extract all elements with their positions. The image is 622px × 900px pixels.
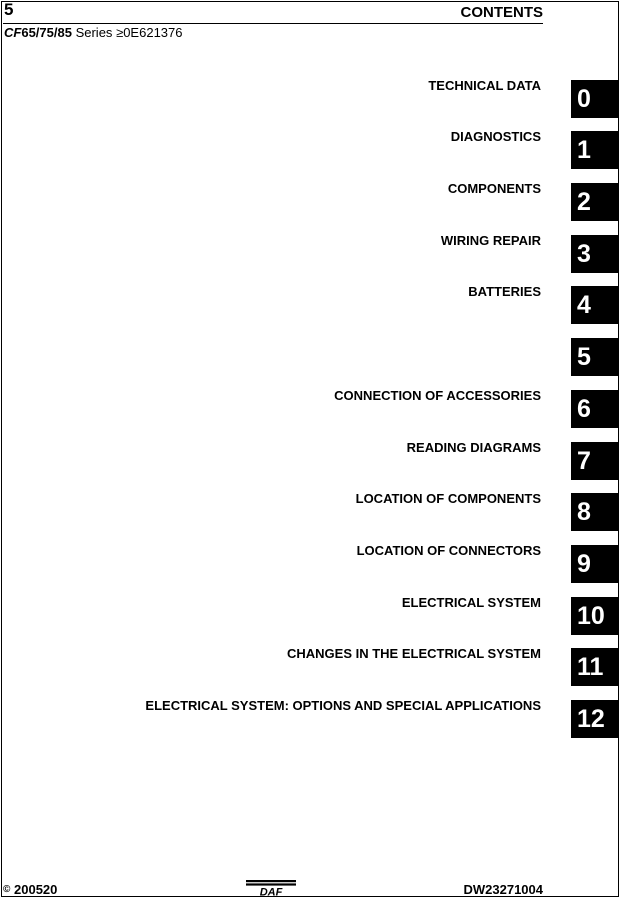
section-tab-2[interactable]: 2 [571,183,619,221]
toc-label-3[interactable]: WIRING REPAIR [440,233,541,248]
toc-label-4[interactable]: BATTERIES [468,284,541,299]
series-word: Series [75,25,113,40]
footer-date [3,882,57,897]
section-tab-4[interactable]: 4 [571,286,619,324]
section-tab-8[interactable]: 8 [571,493,619,531]
section-tab-0[interactable]: 0 [571,80,619,118]
series-prefix: CF [4,25,22,40]
document-number: DW23271004 [463,882,543,897]
toc-label-11[interactable]: CHANGES IN THE ELECTRICAL SYSTEM [286,646,541,661]
section-tab-12[interactable]: 12 [571,700,619,738]
toc-label-2[interactable]: COMPONENTS [447,181,541,196]
section-tab-5[interactable]: 5 [571,338,619,376]
series-symbol: ≥ [116,25,124,40]
toc-label-1[interactable]: DIAGNOSTICS [450,129,541,144]
section-tab-7[interactable]: 7 [571,442,619,480]
page-title: CONTENTS [460,4,543,21]
section-tab-3[interactable]: 3 [571,235,619,273]
section-number: 5 [4,0,14,19]
section-tab-1[interactable]: 1 [571,131,619,169]
toc-label-9[interactable]: LOCATION OF CONNECTORS [356,543,541,558]
section-tab-10[interactable]: 10 [571,597,619,635]
header-divider [3,23,543,24]
logo-text: DAF [259,886,283,896]
toc-label-12[interactable]: ELECTRICAL SYSTEM: OPTIONS AND SPECIAL APPLICATIONS [145,698,541,713]
series-models: 65/75/85 [21,25,72,40]
toc-label-0[interactable]: TECHNICAL DATA [428,78,541,93]
toc-label-8[interactable]: LOCATION OF COMPONENTS [355,491,541,506]
toc-label-10[interactable]: ELECTRICAL SYSTEM [401,595,541,610]
toc-label-6[interactable]: CONNECTION OF ACCESSORIES [334,388,541,403]
section-tab-9[interactable]: 9 [571,545,619,583]
copyright-symbol: © [3,884,11,895]
series-line [4,25,182,40]
section-tab-6[interactable]: 6 [571,390,619,428]
toc-label-7[interactable]: READING DIAGRAMS [406,440,541,455]
daf-logo [246,880,296,896]
date-code: 200520 [14,882,58,897]
series-code: 0E621376 [123,25,183,40]
section-tab-11[interactable]: 11 [571,648,619,686]
